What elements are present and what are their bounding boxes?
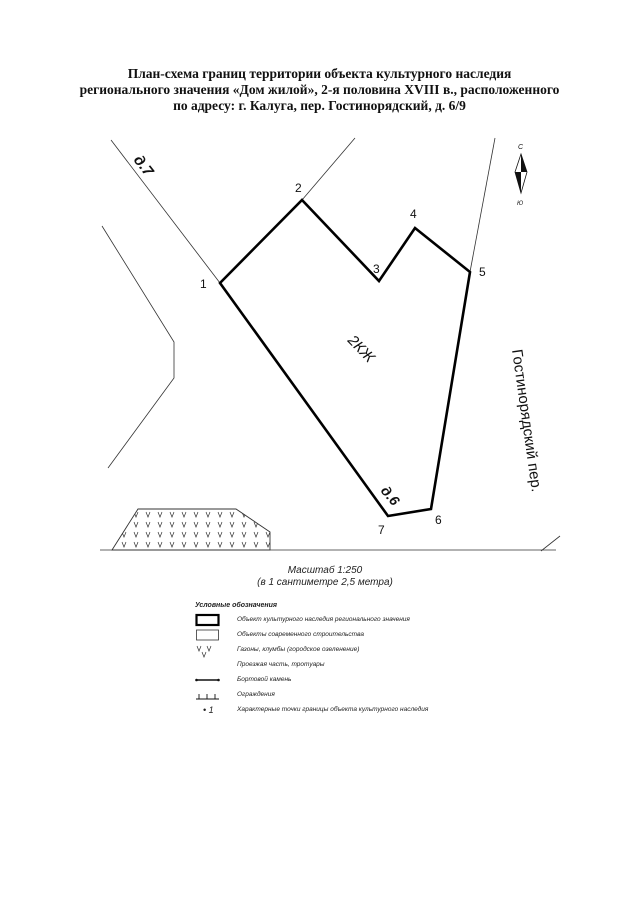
- heritage-boundary: [220, 200, 470, 516]
- boundary-point-sample: • 1: [203, 705, 214, 715]
- north-letter: С: [518, 144, 524, 151]
- point-label-6: 6: [435, 513, 442, 527]
- street-line-d7: [111, 140, 220, 283]
- point-label-7: 7: [378, 523, 385, 537]
- street-line-top: [302, 138, 355, 200]
- legend-text-point: Характерные точки границы объекта культурного наследия: [237, 706, 429, 713]
- street-label: Гостинорядский пер.: [508, 348, 545, 494]
- legend-item-modern: [195, 628, 495, 643]
- house-label-d7: д.7: [129, 151, 157, 180]
- north-arrow: [515, 144, 527, 207]
- street-line-right: [470, 138, 495, 272]
- title-line-1: План-схема границ территории объекта культурного наследия: [127, 66, 512, 81]
- legend: [195, 602, 495, 718]
- legend-item-roadway: [195, 658, 495, 673]
- legend-title: Условные обозначения: [195, 602, 278, 609]
- lawn-area: [112, 509, 270, 550]
- modern-building-icon: [195, 628, 225, 643]
- point-label-2: 2: [295, 181, 302, 195]
- lawn-icon: [195, 643, 225, 658]
- title-line-2: регионального значения «Дом жилой», 2-я половина XVIII в., расположенного: [79, 82, 560, 97]
- scale-line-2: (в 1 сантиметре 2,5 метра): [257, 577, 393, 588]
- curb-icon: [195, 673, 225, 688]
- legend-item-heritage: [195, 613, 495, 628]
- south-letter: Ю: [517, 201, 524, 207]
- scale-block: [200, 565, 450, 589]
- legend-text-fence: Ограждения: [237, 691, 275, 698]
- point-label-3: 3: [373, 262, 380, 276]
- building-label: 2КЖ: [344, 331, 378, 367]
- legend-item-lawn: [195, 643, 495, 658]
- legend-text-roadway: Проезжая часть, тротуары: [237, 661, 325, 668]
- ground-line-tick: [541, 536, 560, 551]
- point-label-5: 5: [479, 265, 486, 279]
- legend-item-point: [195, 703, 495, 718]
- legend-item-fence: [195, 688, 495, 703]
- scale-line-1: Масштаб 1:250: [287, 565, 363, 576]
- house-label-d6: д.6: [377, 482, 404, 509]
- point-label-1: 1: [200, 277, 207, 291]
- road-edge-left: [102, 226, 174, 468]
- title-line-3: по адресу: г. Калуга, пер. Гостинорядский, д. 6/9: [173, 98, 466, 113]
- legend-text-lawn: Газоны, клумбы (городское озеленение): [237, 646, 360, 653]
- legend-text-heritage: Объект культурного наследия регионального значения: [237, 616, 410, 623]
- fence-icon: [195, 688, 225, 703]
- legend-text-curb: Бортовой камень: [237, 676, 292, 683]
- point-label-4: 4: [410, 207, 417, 221]
- heritage-boundary-icon: [195, 613, 225, 628]
- legend-text-modern: Объекты современного строительства: [237, 631, 364, 638]
- legend-item-curb: [195, 673, 495, 688]
